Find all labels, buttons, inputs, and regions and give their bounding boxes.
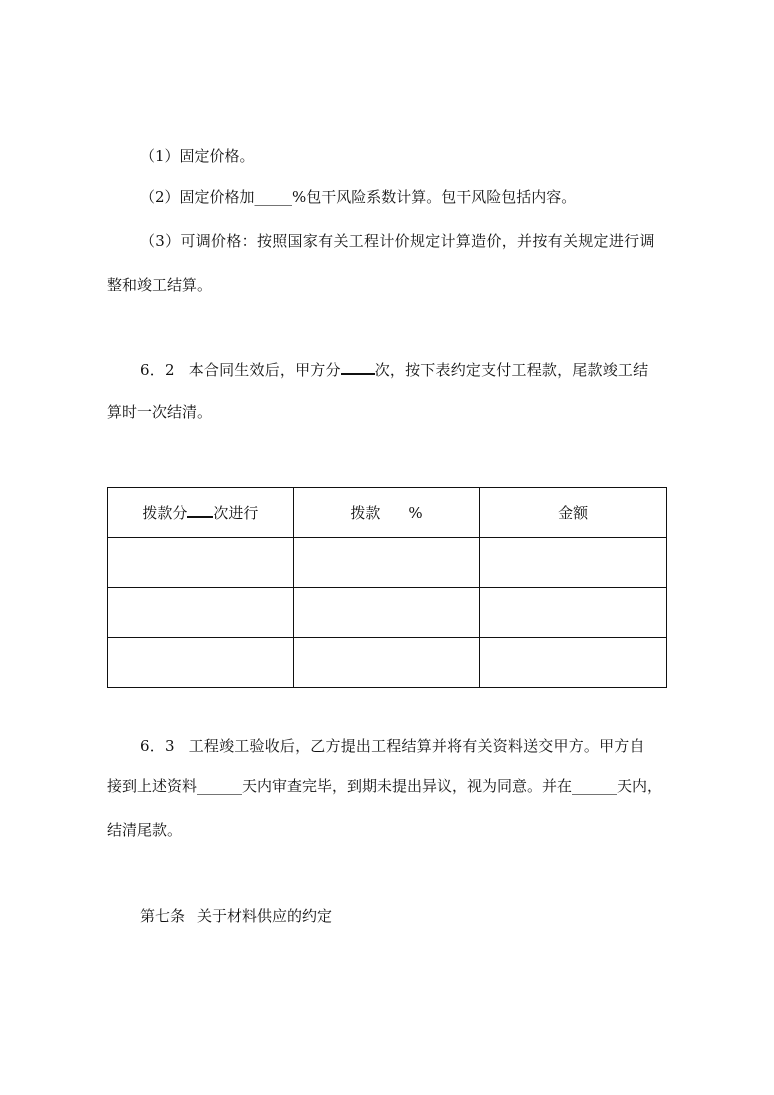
item-3-text: （3）可调价格：按照国家有关工程计价规定计算造价，并按有关规定进行调 bbox=[140, 232, 655, 250]
item-3-line-2 bbox=[107, 275, 212, 295]
clause-6-3-number: 6．3 bbox=[140, 737, 175, 755]
table-cell bbox=[108, 638, 294, 688]
header-installments-blank bbox=[187, 502, 213, 518]
clause-6-3-line-1 bbox=[140, 736, 645, 756]
header-percent-a: 拨款 bbox=[350, 504, 381, 522]
item-3-line-1 bbox=[140, 231, 655, 251]
table-row bbox=[108, 588, 667, 638]
header-installments bbox=[108, 488, 294, 538]
clause-6-3-text-cont: 结清尾款。 bbox=[107, 821, 183, 839]
clause-6-3-text-b: 天内审查完毕，到期未提出异议，视为同意。并在 bbox=[242, 777, 573, 795]
clause-6-2-text-cont: 算时一次结清。 bbox=[107, 403, 213, 421]
clause-6-2-text-b: 次，按下表约定支付工程款，尾款竣工结 bbox=[374, 361, 649, 379]
article-7-label: 第七条 bbox=[140, 907, 186, 925]
table-row bbox=[108, 538, 667, 588]
item-2-text-a: （2）固定价格加 bbox=[140, 188, 255, 206]
clause-6-2-line-2 bbox=[107, 402, 212, 422]
article-7-heading bbox=[140, 906, 332, 926]
table-row bbox=[108, 638, 667, 688]
header-installments-a: 拨款分 bbox=[142, 504, 188, 522]
table-cell bbox=[293, 638, 480, 688]
article-7-title: 关于材料供应的约定 bbox=[197, 907, 333, 925]
table-cell bbox=[480, 588, 667, 638]
clause-6-3-text-c: 天内， bbox=[617, 777, 663, 795]
header-percent bbox=[293, 488, 480, 538]
clause-6-2-text-a: 本合同生效后，甲方分 bbox=[188, 361, 341, 379]
table-cell bbox=[480, 638, 667, 688]
table-cell bbox=[108, 538, 294, 588]
clause-6-3-line-2 bbox=[107, 776, 662, 796]
clause-6-3-blank-1: ______ bbox=[197, 777, 243, 795]
clause-6-3-blank-2: ______ bbox=[572, 777, 618, 795]
header-percent-b: % bbox=[408, 504, 423, 522]
header-amount-text: 金额 bbox=[558, 504, 589, 522]
clause-6-3-text-a: 接到上述资料 bbox=[107, 777, 198, 795]
clause-6-2-line-1 bbox=[140, 359, 648, 380]
clause-6-2-blank bbox=[341, 359, 375, 375]
table-cell bbox=[480, 538, 667, 588]
item-3-text-cont: 整和竣工结算。 bbox=[107, 276, 213, 294]
clause-6-3-line-3 bbox=[107, 820, 182, 840]
clause-6-2-number: 6．2 bbox=[140, 361, 175, 379]
item-1-text: （1）固定价格。 bbox=[140, 147, 255, 165]
table-cell bbox=[293, 538, 480, 588]
header-amount bbox=[480, 488, 667, 538]
table-cell bbox=[108, 588, 294, 638]
item-1 bbox=[140, 146, 255, 166]
header-installments-b: 次进行 bbox=[213, 504, 259, 522]
item-2 bbox=[140, 187, 576, 207]
clause-6-3-text: 工程竣工验收后，乙方提出工程结算并将有关资料送交甲方。甲方自 bbox=[188, 737, 645, 755]
item-2-text-b: %包干风险系数计算。包干风险包括内容。 bbox=[292, 188, 577, 206]
item-2-blank: _____ bbox=[254, 188, 293, 206]
table-header-row bbox=[108, 488, 667, 538]
table-cell bbox=[293, 588, 480, 638]
payment-table bbox=[107, 487, 667, 688]
